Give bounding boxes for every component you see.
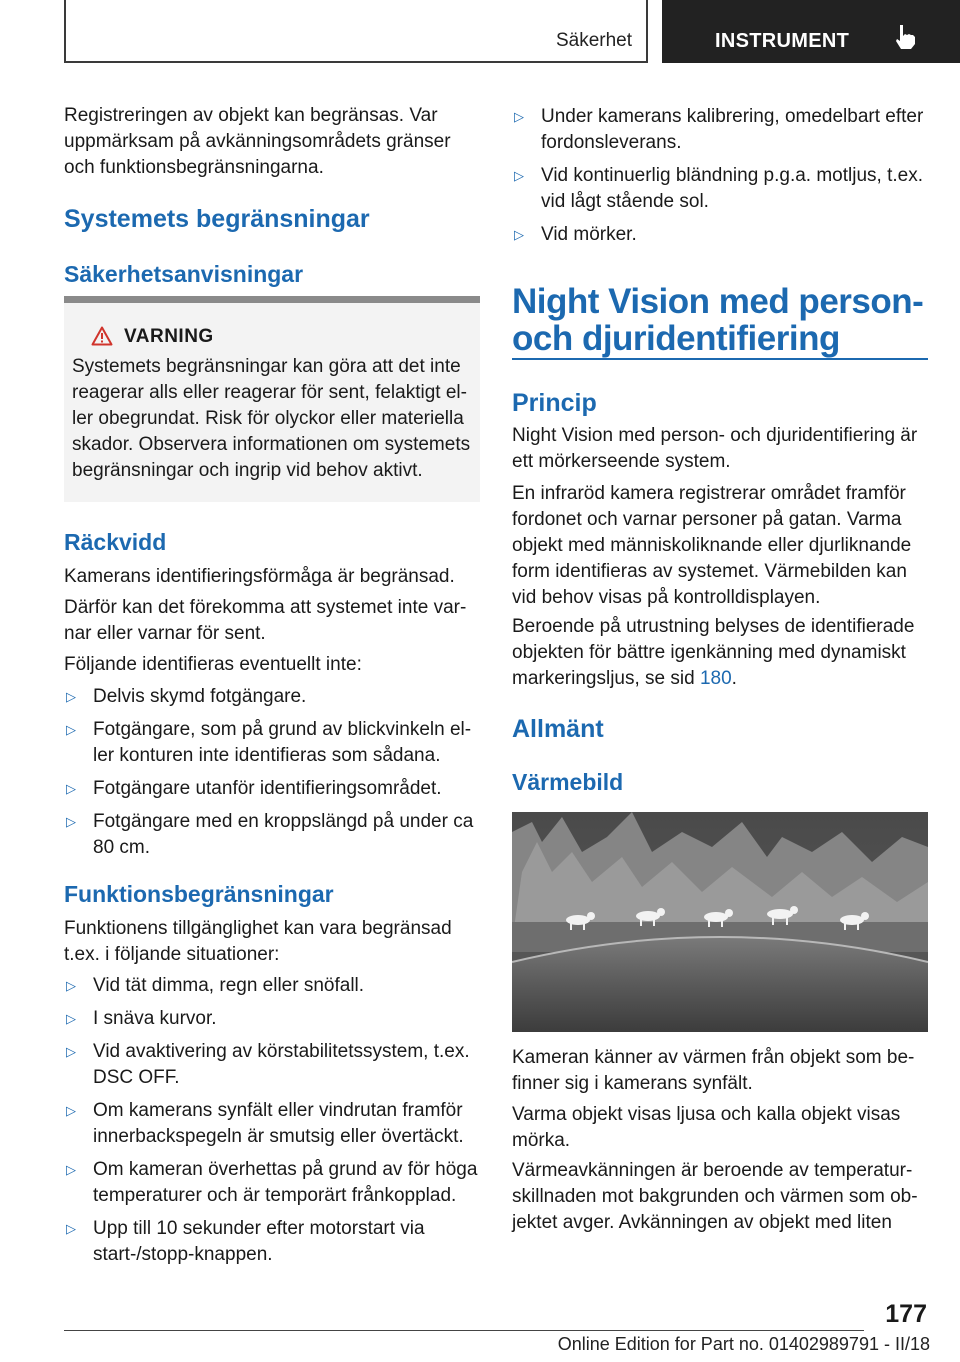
heading-general: Allmänt bbox=[512, 715, 604, 743]
range-paragraph-3: Följande identifieras eventuellt inte: bbox=[64, 654, 362, 675]
list-item: ▷ Vid mörker. bbox=[512, 222, 928, 248]
heading-safety-notes: Säkerhetsanvisningar bbox=[64, 261, 304, 287]
triangle-bullet-icon: ▷ bbox=[66, 978, 76, 993]
list-item: ▷ Upp till 10 sekunder efter motorstart via start-/stopp-knappen. bbox=[66, 1218, 425, 1265]
warning-triangle-icon bbox=[91, 326, 113, 346]
function-list bbox=[64, 973, 480, 1275]
section-title-line-1: Night Vision med person- bbox=[512, 282, 924, 321]
heading-range: Räckvidd bbox=[64, 529, 167, 555]
heading-function-limits: Funktionsbegränsningar bbox=[64, 881, 334, 907]
footer-divider bbox=[64, 1330, 864, 1331]
thermal-paragraph-2: Varma objekt visas ljusa och kalla objekt visas mörka. bbox=[512, 1104, 901, 1151]
principle-paragraph-3: Beroende på utrustning belyses de identifierade objekten för bättre igenkänning med dynamiskt markeringsljus, se sid 180. bbox=[512, 616, 915, 689]
triangle-bullet-icon: ▷ bbox=[66, 1103, 76, 1118]
list-item: ▷ Fotgängare utanför identifieringsområdet. bbox=[64, 776, 480, 802]
thermal-image bbox=[512, 812, 928, 1032]
triangle-bullet-icon: ▷ bbox=[66, 781, 76, 796]
range-paragraph-2: Därför kan det förekomma att systemet inte varnar eller varnar för sent. bbox=[64, 597, 467, 644]
triangle-bullet-icon: ▷ bbox=[66, 1044, 76, 1059]
warning-box bbox=[64, 296, 480, 502]
heading-principle: Princip bbox=[512, 389, 597, 417]
triangle-bullet-icon: ▷ bbox=[66, 1011, 76, 1026]
list-item: ▷ Vid avaktivering av körstabilitetssystem, t.ex. DSC OFF. bbox=[66, 1041, 470, 1088]
thermal-paragraph-1: Kameran känner av värmen från objekt som befinner sig i kamerans synfält. bbox=[512, 1047, 915, 1094]
principle-paragraph-1: Night Vision med person- och djuridentifiering är ett mörkerseende system. bbox=[512, 425, 918, 472]
page-number: 177 bbox=[885, 1300, 927, 1328]
chapter-label: INSTRUMENT bbox=[715, 30, 850, 52]
intro-paragraph: Registreringen av objekt kan begränsas. Var uppmärksam på avkänningsområdets gränser och funktionsbegränsningarna. bbox=[64, 105, 451, 178]
triangle-bullet-icon: ▷ bbox=[66, 814, 76, 829]
section-title-line-2: och djuridentifiering bbox=[512, 319, 840, 358]
pointing-hand-icon bbox=[894, 24, 916, 50]
warning-text: Systemets begränsningar kan göra att det inte reagerar alls eller reagerar för sent, felaktigt eller obegrundat. Risk för olyckor eller materiella skador. Observera informationen om systemets begränsningar och ingrip vid behov aktivt. bbox=[72, 356, 471, 481]
chapter-tab bbox=[662, 0, 960, 63]
list-item: ▷ Under kamerans kalibrering, omedelbart efter fordonsleverans. bbox=[514, 106, 924, 153]
list-item: ▷ I snäva kurvor. bbox=[64, 1006, 480, 1032]
triangle-bullet-icon: ▷ bbox=[514, 109, 524, 124]
triangle-bullet-icon: ▷ bbox=[66, 689, 76, 704]
section-tab bbox=[64, 0, 648, 63]
list-item: ▷ Delvis skymd fotgängare. bbox=[64, 684, 480, 710]
thermal-paragraph-3: Värmeavkänningen är beroende av temperaturskillnaden mot bakgrunden och värmen som objektet avger. Avkänningen av objekt med liten bbox=[512, 1160, 918, 1233]
list-item: ▷ Om kameran överhettas på grund av för höga temperaturer och är temporärt frånkopplad. bbox=[66, 1159, 478, 1206]
list-item: ▷ Fotgängare, som på grund av blickvinkeln eller konturen inte identifieras som sådana. bbox=[66, 719, 472, 766]
warning-label: VARNING bbox=[124, 326, 214, 347]
section-label: Säkerhet bbox=[555, 30, 632, 51]
title-underline bbox=[512, 358, 928, 360]
list-item: ▷ Fotgängare med en kroppslängd på under ca 80 cm. bbox=[66, 811, 474, 858]
triangle-bullet-icon: ▷ bbox=[66, 1162, 76, 1177]
condition-list bbox=[512, 104, 928, 255]
range-paragraph-1: Kamerans identifieringsförmåga är begränsad. bbox=[64, 566, 455, 587]
function-paragraph: Funktionens tillgänglighet kan vara begränsad t.ex. i följande situationer: bbox=[64, 918, 452, 965]
heading-system-limits: Systemets begränsningar bbox=[64, 205, 370, 233]
triangle-bullet-icon: ▷ bbox=[66, 722, 76, 737]
triangle-bullet-icon: ▷ bbox=[514, 168, 524, 183]
range-list bbox=[64, 684, 480, 868]
triangle-bullet-icon: ▷ bbox=[514, 227, 524, 242]
page-reference-link[interactable]: 180 bbox=[699, 668, 732, 689]
list-item: ▷ Vid kontinuerlig bländning p.g.a. motljus, t.ex. vid lågt stående sol. bbox=[514, 165, 923, 212]
heading-thermal-image: Värmebild bbox=[512, 769, 624, 795]
triangle-bullet-icon: ▷ bbox=[66, 1221, 76, 1236]
list-item: ▷ Vid tät dimma, regn eller snöfall. bbox=[64, 973, 480, 999]
list-item: ▷ Om kamerans synfält eller vindrutan framför innerbackspegeln är smutsig eller övertäckt. bbox=[66, 1100, 464, 1147]
principle-paragraph-2: En infraröd kamera registrerar området framför fordonet och varnar personer på gatan. Varma objekt med människoliknande eller djurliknande form identifieras av systemet. Värmebilden kan vid behov visas på kontrolldisplayen. bbox=[512, 483, 912, 608]
edition-footer: Online Edition for Part no. 01402989791 - II/18 bbox=[557, 1334, 930, 1354]
